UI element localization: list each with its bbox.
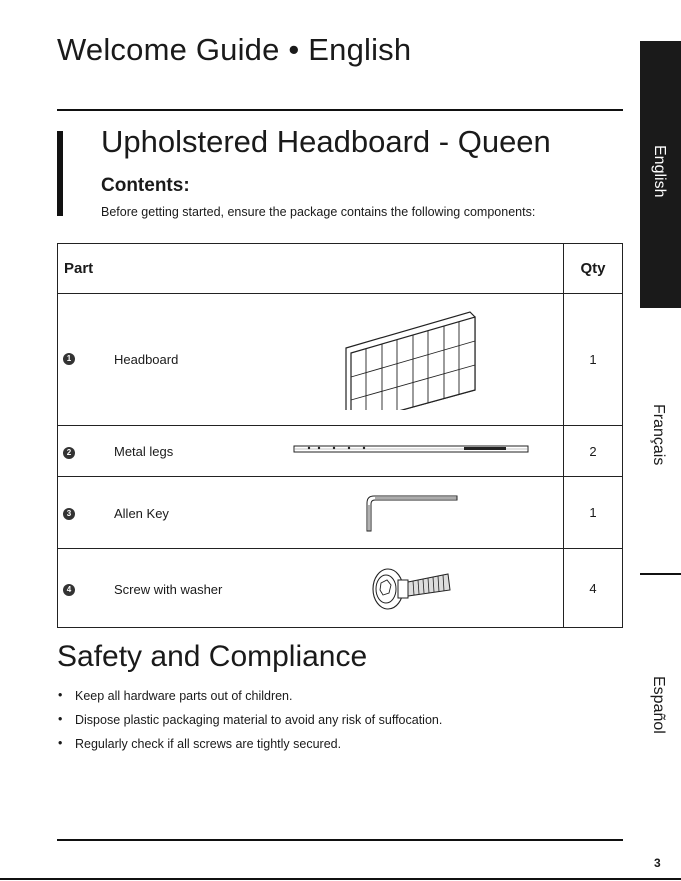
section-accent-bar: [57, 131, 63, 216]
safety-list: [57, 689, 442, 761]
tab-francais[interactable]: Français: [650, 404, 667, 466]
table-row: [58, 426, 623, 477]
table-row: [58, 294, 623, 426]
screw-illustration-icon: [368, 565, 454, 613]
qty-column-header: Qty: [564, 244, 623, 294]
contents-intro: Before getting started, ensure the package contains the following components:: [101, 205, 536, 219]
part-number-badge: 3: [63, 508, 75, 520]
part-name: Metal legs: [114, 444, 174, 459]
list-item: • Regularly check if all screws are tightly secured.: [57, 737, 442, 761]
part-name: Allen Key: [114, 506, 169, 521]
tab-english[interactable]: [640, 41, 681, 308]
product-title: Upholstered Headboard - Queen: [101, 124, 551, 159]
top-divider: [57, 109, 623, 111]
page-number: 3: [654, 856, 661, 870]
safety-heading: Safety and Compliance: [57, 640, 368, 673]
part-number-badge: 4: [63, 584, 75, 596]
bottom-divider: [57, 839, 623, 841]
tab-english-label: English: [651, 145, 668, 198]
part-number-badge: 2: [63, 447, 75, 459]
part-qty: 1: [564, 477, 623, 549]
list-item: • Dispose plastic packaging material to avoid any risk of suffocation.: [57, 713, 442, 737]
tab-divider: [640, 573, 681, 575]
part-column-header: Part: [58, 244, 564, 294]
part-qty: 2: [564, 426, 623, 477]
list-item: • Keep all hardware parts out of children.: [57, 689, 442, 713]
part-qty: 1: [564, 294, 623, 426]
metal-leg-illustration-icon: [291, 441, 531, 461]
part-number-badge: 1: [63, 353, 75, 365]
allen-key-illustration-icon: [363, 493, 459, 535]
table-row: [58, 477, 623, 549]
part-name: Screw with washer: [114, 582, 223, 597]
headboard-illustration-icon: [342, 310, 478, 410]
table-header-row: [58, 244, 623, 294]
page-bottom-edge: [0, 878, 681, 880]
table-row: [58, 549, 623, 628]
part-qty: 4: [564, 549, 623, 628]
parts-table: [57, 243, 623, 628]
guide-title: Welcome Guide • English: [57, 32, 412, 67]
part-name: Headboard: [114, 352, 179, 367]
contents-heading: Contents:: [101, 175, 190, 196]
tab-espanol[interactable]: Español: [650, 676, 667, 734]
